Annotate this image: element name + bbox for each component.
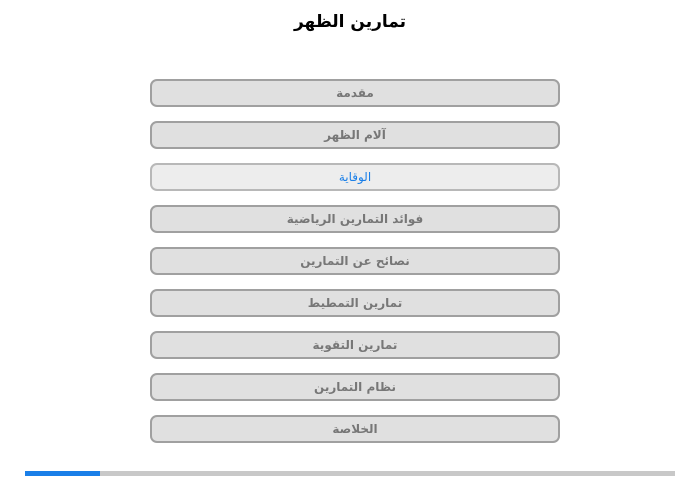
menu-item-prevention[interactable]: الوقاية [150,163,560,191]
progress-bar [25,471,675,476]
menu-item-exercise-tips[interactable]: نصائح عن التمارين [150,247,560,275]
menu-item-back-pain[interactable]: آلام الظهر [150,121,560,149]
progress-bar-fill [25,471,100,476]
chapter-menu [150,79,560,457]
menu-item-stretching-exercises[interactable]: تمارين التمطيط [150,289,560,317]
page-title: تمارين الظهر [293,12,407,32]
menu-item-strengthening-exercises[interactable]: تمارين التقوية [150,331,560,359]
menu-item-exercise-benefits[interactable]: فوائد التمارين الرياضية [150,205,560,233]
menu-item-introduction[interactable]: مقدمة [150,79,560,107]
menu-item-summary[interactable]: الخلاصة [150,415,560,443]
menu-item-exercise-program[interactable]: نظام التمارين [150,373,560,401]
